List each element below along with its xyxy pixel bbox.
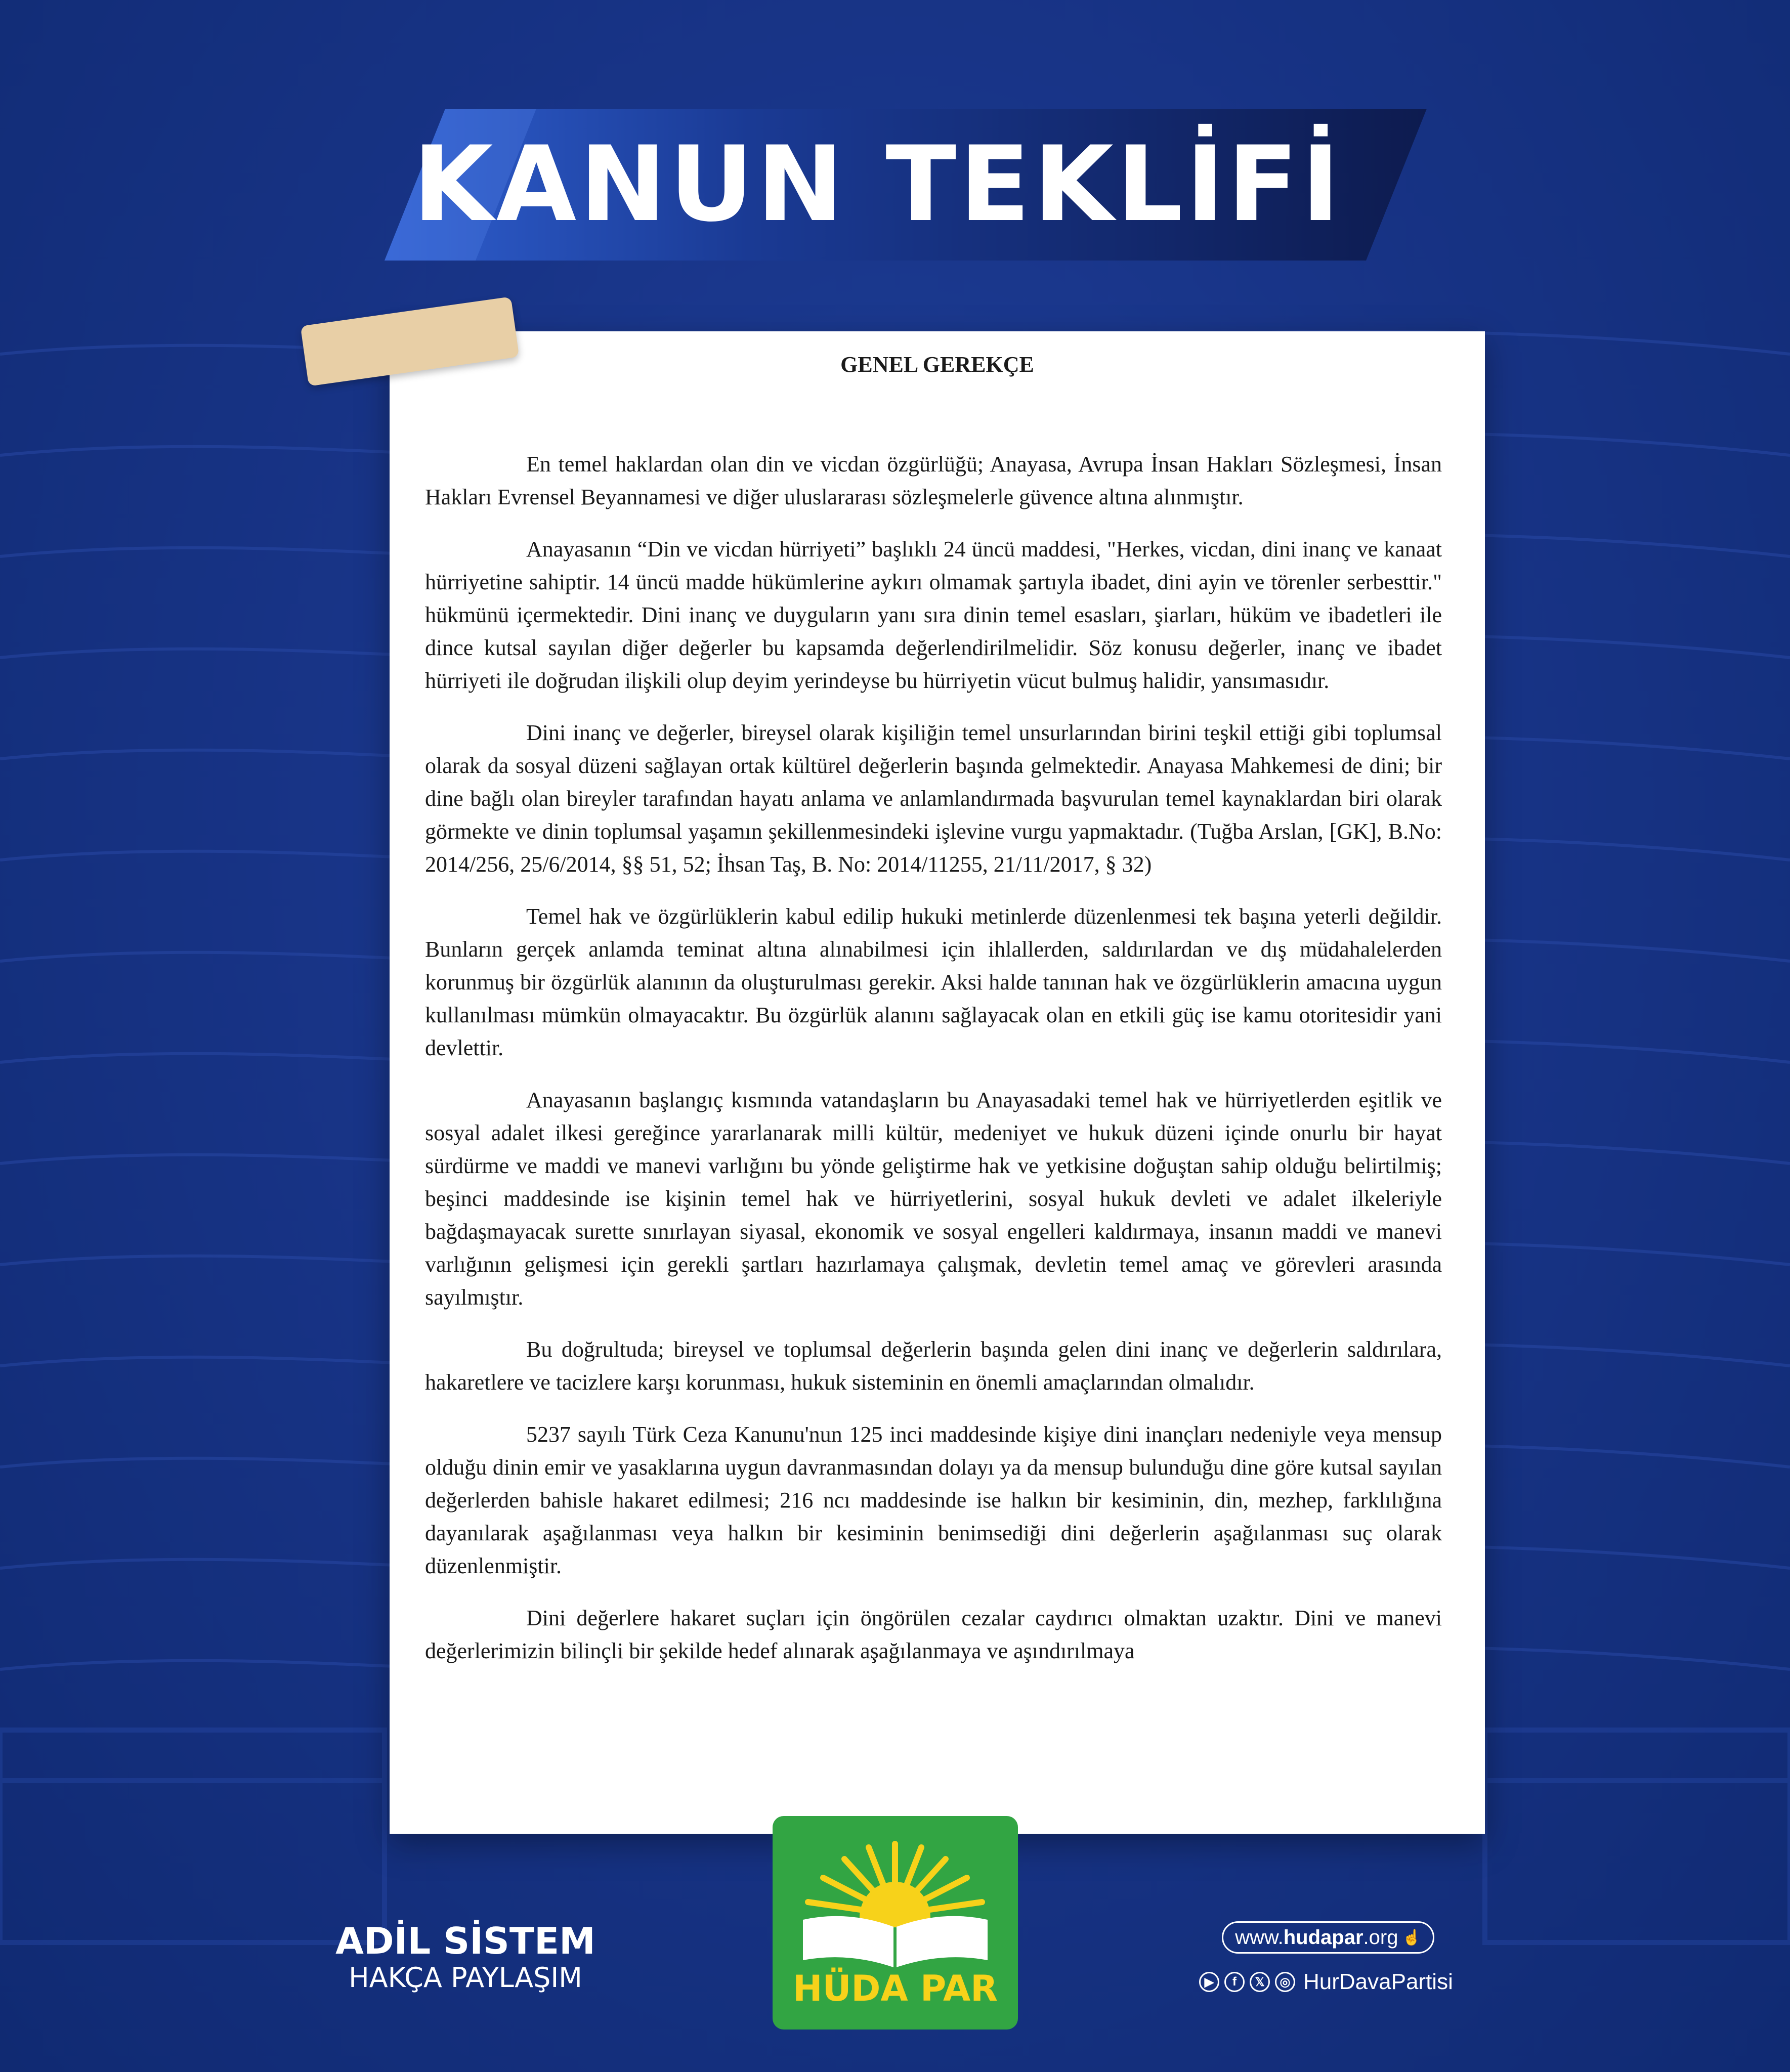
- instagram-icon[interactable]: ◎: [1275, 1972, 1295, 1992]
- document-body: [425, 448, 1442, 1687]
- document-title: GENEL GEREKÇE: [840, 352, 1034, 377]
- paragraph: En temel haklardan olan din ve vicdan özgürlüğü; Anayasa, Avrupa İnsan Hakları Sözleşmesi, İnsan Hakları Evrensel Beyannamesi ve diğer uluslararası sözleşmelerle güvence altına alınmıştır.: [425, 452, 1442, 509]
- paragraph: 5237 sayılı Türk Ceza Kanunu'nun 125 inci maddesinde kişiye dini inançları nedeniyle veya mensup olduğu dinin emir ve yasaklarına uygun davranmasından dolayı ya da mensup bulunduğu dine göre kutsal sayılan değerlerden bahisle hakaret edilmesi; 216 ncı maddesinde ise halkın bir kesiminin, din, mezhep, farklılığına dayanılarak aşağılanması veya halkın bir kesiminin benimsediği dini değerlerin aşağılanması suç olarak düzenlenmiştir.: [425, 1422, 1442, 1578]
- paragraph: Anayasanın “Din ve vicdan hürriyeti” başlıklı 24 üncü maddesi, "Herkes, vicdan, dini inanç ve kanaat hürriyetine sahiptir. 14 üncü madde hükümlerine aykırı olmamak şartıyla ibadet, dini ayin ve törenler serbesttir." hükmünü içermektedir. Dini inanç ve duyguların yanı sıra dinin temel esasları, şiarları, hüküm ve ibadetleri ile dince kutsal sayılan diğer değerler bu kapsamda değerlendirilmelidir. Söz konusu değerler, inanç ve ibadet hürriyeti ile doğrudan ilişkili olup deyim yerindeyse bu hürriyetin vücut bulmuş halidir, yansımasıdır.: [425, 537, 1442, 693]
- x-icon[interactable]: 𝕏: [1250, 1972, 1270, 1992]
- document-page: [390, 331, 1485, 1834]
- social-links: [1199, 1967, 1462, 1997]
- paragraph: Dini değerlere hakaret suçları için öngörülen cezalar caydırıcı olmaktan uzaktır. Dini ve manevi değerlerimizin bilinçli bir şekilde hedef alınarak aşağılanmaya ve aşındırılmaya: [425, 1606, 1442, 1663]
- paragraph: Temel hak ve özgürlüklerin kabul edilip hukuki metinlerde düzenlenmesi tek başına yeterli değildir. Bunların gerçek anlamda teminat altına alınabilmesi için ihlallerden, saldırılardan ve dış müdahalelerden korunmuş bir özgürlük alanının da oluşturulması gerekir. Aksi halde tanınan hak ve özgürlüklerin amacına uygun kullanılması mümkün olmayacaktır. Bu özgürlük alanını sağlayacak olan en etkili güç ise kamu otoritesidir yani devlettir.: [425, 904, 1442, 1060]
- facebook-icon[interactable]: f: [1224, 1972, 1245, 1992]
- slogan-line1: ADİL SİSTEM: [335, 1920, 595, 1962]
- youtube-icon[interactable]: ▶: [1199, 1972, 1219, 1992]
- website-domain: hudapar: [1283, 1926, 1363, 1949]
- paragraph: Bu doğrultuda; bireysel ve toplumsal değerlerin başında gelen dini inanç ve değerlerin saldırılara, hakaretlere ve tacizlere karşı korunması, hukuk sisteminin en önemli amaçlarından olmalıdır.: [425, 1337, 1442, 1395]
- paragraph: Anayasanın başlangıç kısmında vatandaşların bu Anayasadaki temel hak ve hürriyetlerden eşitlik ve sosyal adalet ilkesi gereğince yararlanarak milli kültür, medeniyet ve hukuk düzeni içinde onurlu bir hayat sürdürme ve maddi ve manevi varlığını bu yönde geliştirme hak ve yetkisine doğuştan sahip olduğu belirtilmiş; beşinci maddesinde ise kişinin temel hak ve hürriyetlerini, sosyal hukuk devleti ve adalet ilkeleriyle bağdaşmayacak surette sınırlayan siyasal, ekonomik ve sosyal engelleri kaldırmaya, insanın maddi ve manevi varlığının gelişmesi için gerekli şartları hazırlamaya çalışmak, devletin temel amaç ve görevleri arasında sayılmıştır.: [425, 1088, 1442, 1310]
- paragraph: Dini inanç ve değerler, bireysel olarak kişiliğin temel unsurlarından birini teşkil ettiği gibi toplumsal olarak da sosyal düzeni sağlayan ortak kültürel değerlerin başında gelmektedir. Anayasa Mahkemesi de dini; bir dine bağlı olan bireyler tarafından hayatı anlama ve anlamlandırmada başvurulan temel kaynaklardan biri olarak görmekte ve dinin toplumsal yaşamın şekillenmesindeki işlevine vurgu yapmaktadır. (Tuğba Arslan, [GK], B.No: 2014/256, 25/6/2014, §§ 51, 52; İhsan Taş, B. No: 2014/11255, 21/11/2017, § 32): [425, 720, 1442, 877]
- website-prefix: www.: [1235, 1926, 1284, 1949]
- hudapar-logo: [773, 1816, 1018, 2030]
- logo-text: HÜDA PAR: [792, 1968, 998, 2009]
- website-link[interactable]: [1222, 1921, 1434, 1954]
- pointer-icon: ☝: [1402, 1929, 1421, 1946]
- website-suffix: .org: [1363, 1926, 1398, 1949]
- page-title: KANUN TEKLİFİ: [412, 124, 1343, 245]
- social-handle: HurDavaPartisi: [1303, 1969, 1453, 1994]
- slogan-line2: HAKÇA PAYLAŞIM: [349, 1962, 582, 1994]
